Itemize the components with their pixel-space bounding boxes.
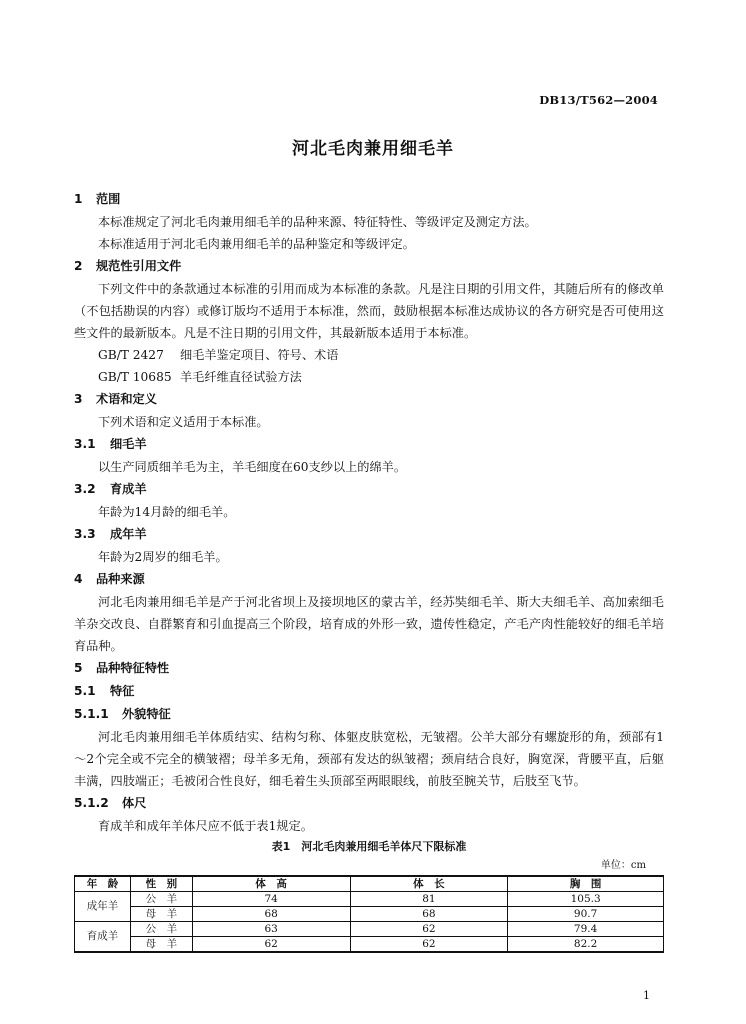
term-definition: 年龄为14月龄的细毛羊。 <box>98 505 236 519</box>
section-number: 2 <box>74 259 83 273</box>
length-cell: 62 <box>350 937 508 953</box>
length-cell: 68 <box>350 907 508 922</box>
sex-cell: 公 羊 <box>130 922 192 937</box>
paragraph: 下列文件中的条款通过本标准的引用而成为本标准的条款。凡是注日期的引用文件，其随后所有的修改单（不包括勘误的内容）或修订版均不适用于本标准，然而，鼓励根据本标准达成协议的各方研究是否可使用这些文件的最新版本。凡是不注日期的引用文件，其最新版本适用于本标准。 <box>74 282 664 340</box>
subsection-title: 体尺 <box>122 796 147 810</box>
subsection-title: 外貌特征 <box>122 707 171 721</box>
table-row <box>75 892 664 907</box>
sex-cell: 母 羊 <box>130 907 192 922</box>
header-cell: 胸 围 <box>508 876 664 892</box>
height-cell: 74 <box>192 892 350 907</box>
section-title: 品种来源 <box>96 572 145 586</box>
subsection-heading <box>74 523 664 546</box>
body-measurement-table <box>74 875 664 953</box>
subsection-heading <box>74 478 664 501</box>
section-title: 术语和定义 <box>96 392 157 406</box>
table-row <box>75 907 664 922</box>
age-cell: 育成羊 <box>75 922 131 953</box>
section-1-heading <box>74 188 664 211</box>
subsection-title: 细毛羊 <box>110 437 147 451</box>
term-definition: 以生产同质细羊毛为主，羊毛细度在60支纱以上的绵羊。 <box>98 460 407 474</box>
subsection-title: 特征 <box>110 684 135 698</box>
subsection-number: 5.1.1 <box>74 707 109 721</box>
table-row <box>75 922 664 937</box>
table-row <box>75 937 664 953</box>
document-body <box>74 188 664 953</box>
height-cell: 62 <box>192 937 350 953</box>
table-title: 表1 河北毛肉兼用细毛羊体尺下限标准 <box>271 840 467 853</box>
section-number: 5 <box>74 661 83 675</box>
length-cell: 81 <box>350 892 508 907</box>
section-title: 范围 <box>96 192 121 206</box>
section-3-heading <box>74 388 664 411</box>
section-number: 4 <box>74 572 83 586</box>
reference-item <box>74 344 664 366</box>
sex-cell: 公 羊 <box>130 892 192 907</box>
section-number: 3 <box>74 392 83 406</box>
subsection-heading <box>74 680 664 703</box>
reference-name: 羊毛纤维直径试验方法 <box>180 370 302 384</box>
header-cell: 年 龄 <box>75 876 131 892</box>
header-cell: 体 高 <box>192 876 350 892</box>
page-number: 1 <box>643 989 650 1002</box>
table-header-row <box>75 876 664 892</box>
header-cell: 性 别 <box>130 876 192 892</box>
document-title: 河北毛肉兼用细毛羊 <box>292 139 454 159</box>
subsection-number: 5.1.2 <box>74 796 109 810</box>
term-definition: 年龄为2周岁的细毛羊。 <box>98 550 228 564</box>
reference-name: 细毛羊鉴定项目、符号、术语 <box>180 348 339 362</box>
section-5-heading <box>74 657 664 680</box>
chest-cell: 79.4 <box>508 922 664 937</box>
paragraph: 河北毛肉兼用细毛羊体质结实、结构匀称、体躯皮肤宽松，无皱褶。公羊大部分有螺旋形的角，颈部有1～2个完全或不完全的横皱褶；母羊多无角，颈部有发达的纵皱褶；颈肩结合良好，胸宽深，背腰平直，后躯丰满，四肢端正；毛被闭合性良好，细毛着生头顶部至两眼眼线，前肢至腕关节，后肢至飞节。 <box>74 730 664 788</box>
height-cell: 63 <box>192 922 350 937</box>
standard-code: DB13/T562—2004 <box>539 93 658 107</box>
subsection-number: 3.3 <box>74 527 96 541</box>
paragraph: 下列术语和定义适用于本标准。 <box>98 415 269 429</box>
subsection-number: 3.2 <box>74 482 96 496</box>
reference-code: GB/T 10685 <box>98 370 172 384</box>
length-cell: 62 <box>350 922 508 937</box>
subsection-number: 5.1 <box>74 684 96 698</box>
sex-cell: 母 羊 <box>130 937 192 953</box>
section-title: 品种特征特性 <box>96 661 170 675</box>
subsection-heading <box>74 703 664 726</box>
height-cell: 68 <box>192 907 350 922</box>
paragraph: 育成羊和成年羊体尺应不低于表1规定。 <box>98 819 313 833</box>
paragraph: 本标准适用于河北毛肉兼用细毛羊的品种鉴定和等级评定。 <box>98 237 415 251</box>
paragraph: 河北毛肉兼用细毛羊是产于河北省坝上及接坝地区的蒙古羊，经苏奘细毛羊、斯大夫细毛羊、高加索细毛羊杂交改良、自群繁育和引血提高三个阶段，培育成的外形一致，遗传性稳定，产毛产肉性能较好的细毛羊培育品种。 <box>74 595 664 653</box>
section-4-heading <box>74 568 664 591</box>
table-unit: 单位：cm <box>600 860 646 871</box>
age-cell: 成年羊 <box>75 892 131 922</box>
subsection-heading <box>74 792 664 815</box>
header-cell: 体 长 <box>350 876 508 892</box>
subsection-title: 育成羊 <box>110 482 147 496</box>
section-title: 规范性引用文件 <box>96 259 182 273</box>
chest-cell: 82.2 <box>508 937 664 953</box>
reference-item <box>74 366 664 388</box>
subsection-title: 成年羊 <box>110 527 147 541</box>
section-number: 1 <box>74 192 83 206</box>
subsection-number: 3.1 <box>74 437 96 451</box>
chest-cell: 105.3 <box>508 892 664 907</box>
reference-code: GB/T 2427 <box>98 348 164 362</box>
chest-cell: 90.7 <box>508 907 664 922</box>
paragraph: 本标准规定了河北毛肉兼用细毛羊的品种来源、特征特性、等级评定及测定方法。 <box>98 215 537 229</box>
section-2-heading <box>74 255 664 278</box>
subsection-heading <box>74 433 664 456</box>
